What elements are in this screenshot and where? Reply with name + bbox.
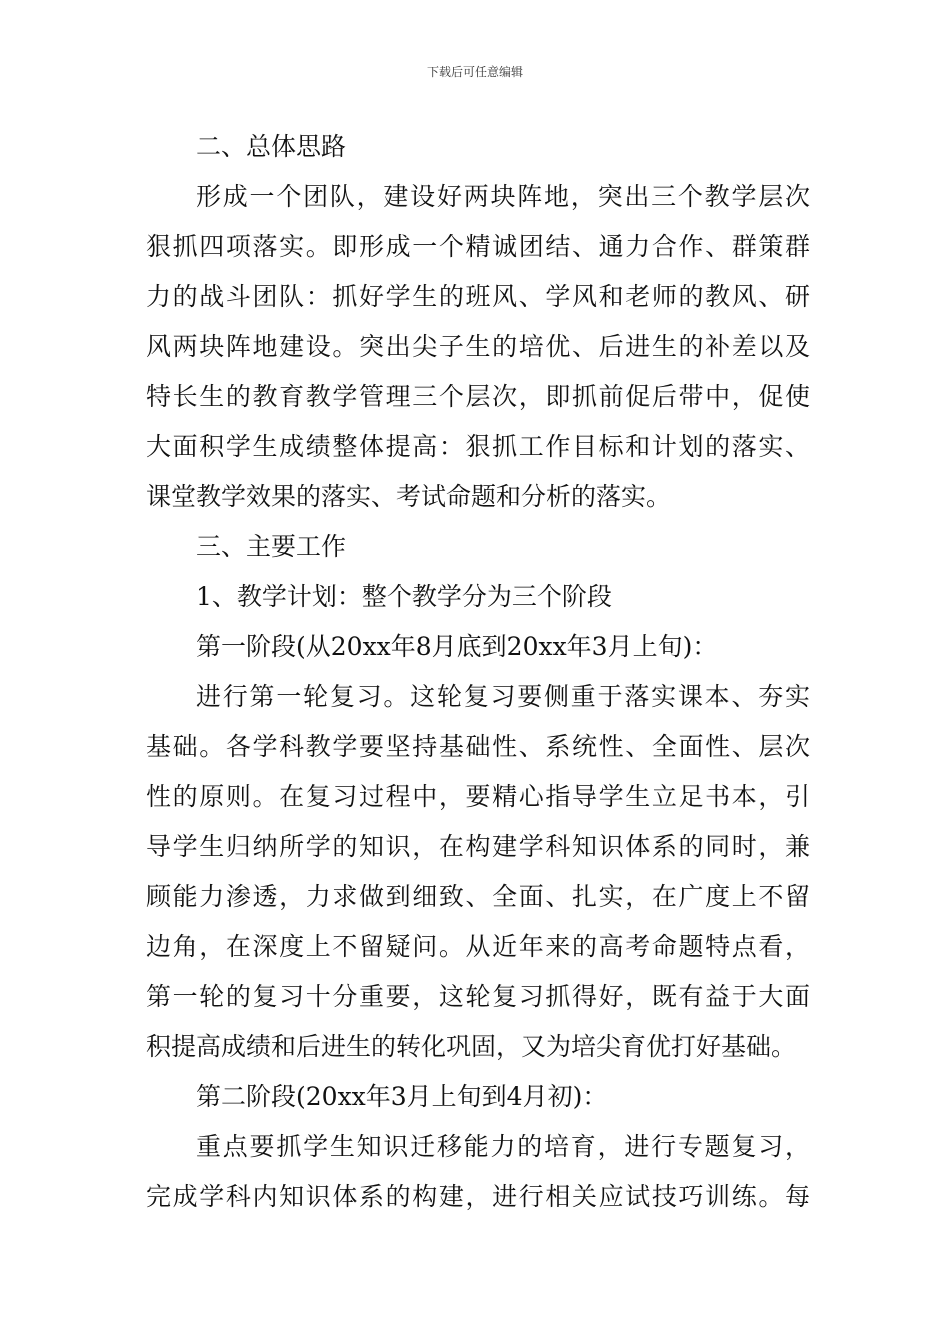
text-line: 形成一个团队，建设好两块阵地，突出三个教学层次 (196, 182, 810, 211)
paragraph (146, 1122, 810, 1222)
text-line: 顾能力渗透，力求做到细致、全面、扎实，在广度上不留 (146, 882, 810, 911)
text-line: 积提高成绩和后进生的转化巩固，又为培尖育优打好基础。 (146, 1032, 797, 1061)
paragraph (146, 672, 810, 1072)
text-line: 导学生归纳所学的知识，在构建学科知识体系的同时，兼 (146, 832, 810, 861)
paragraph (146, 622, 810, 672)
page-header: 下载后可任意编辑 (426, 65, 523, 79)
paragraph (146, 122, 810, 172)
text-line: 力的战斗团队：抓好学生的班风、学风和老师的教风、研 (146, 282, 810, 311)
paragraph (146, 522, 810, 572)
text-line: 完成学科内知识体系的构建，进行相关应试技巧训练。每 (146, 1182, 810, 1211)
text-line: 特长生的教育教学管理三个层次，即抓前促后带中，促使 (146, 382, 810, 411)
paragraph (146, 572, 810, 622)
document-body (146, 122, 810, 1222)
text-line: 进行第一轮复习。这轮复习要侧重于落实课本、夯实 (196, 682, 810, 711)
text-line: 大面积学生成绩整体提高：狠抓工作目标和计划的落实、 (146, 432, 810, 461)
paragraph (146, 1072, 810, 1122)
text-line: 基础。各学科教学要坚持基础性、系统性、全面性、层次 (146, 732, 810, 761)
text-line: 边角，在深度上不留疑问。从近年来的高考命题特点看， (146, 932, 810, 961)
text-line: 第一阶段(从20xx年8月底到20xx年3月上旬)： (196, 632, 718, 661)
paragraph (146, 172, 810, 522)
text-line: 课堂教学效果的落实、考试命题和分析的落实。 (146, 482, 672, 511)
text-line: 第二阶段(20xx年3月上旬到4月初)： (196, 1082, 608, 1111)
text-line: 三、主要工作 (196, 532, 347, 561)
text-line: 风两块阵地建设。突出尖子生的培优、后进生的补差以及 (146, 332, 810, 361)
text-line: 狠抓四项落实。即形成一个精诚团结、通力合作、群策群 (146, 232, 810, 261)
text-line: 性的原则。在复习过程中，要精心指导学生立足书本，引 (146, 782, 810, 811)
text-line: 二、总体思路 (196, 132, 347, 161)
text-line: 第一轮的复习十分重要，这轮复习抓得好，既有益于大面 (146, 982, 810, 1011)
text-line: 1、教学计划：整个教学分为三个阶段 (196, 582, 612, 611)
text-line: 重点要抓学生知识迁移能力的培育，进行专题复习， (196, 1132, 810, 1161)
